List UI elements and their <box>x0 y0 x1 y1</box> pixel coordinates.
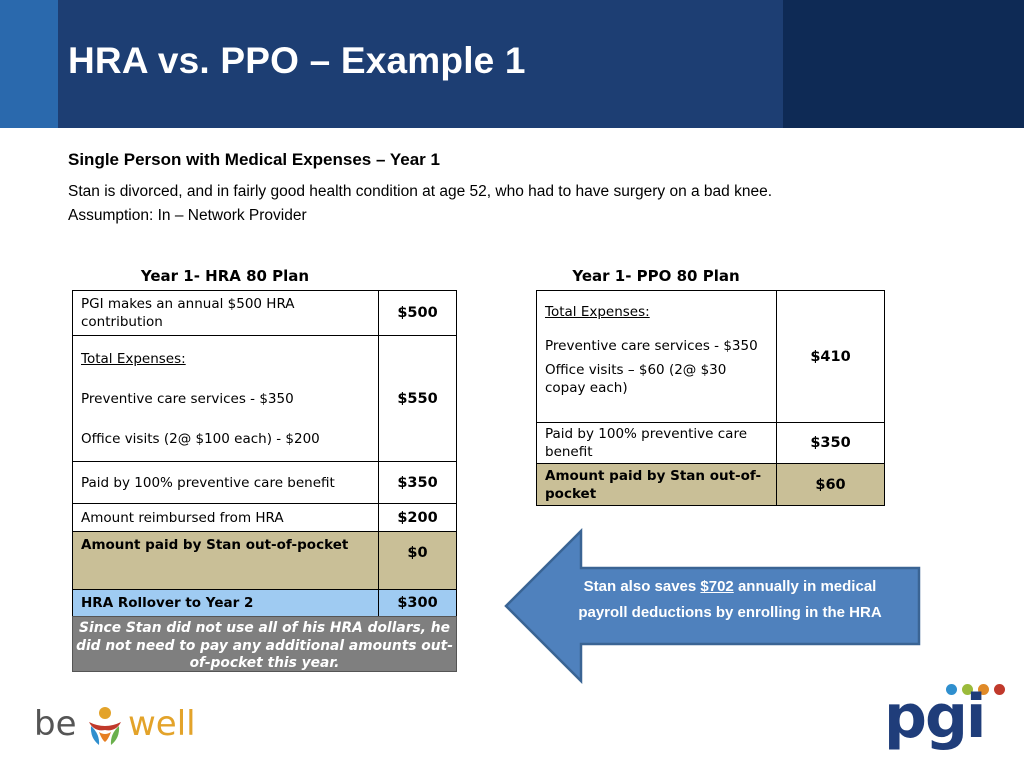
table-row <box>73 532 457 590</box>
hra-table-caption: Year 1- HRA 80 Plan <box>140 267 310 285</box>
slide-title: HRA vs. PPO – Example 1 <box>68 40 526 81</box>
table-row <box>73 590 457 617</box>
ppo-total-value: $410 <box>777 291 885 423</box>
hra-oop-label: Amount paid by Stan out-of-pocket <box>73 532 379 590</box>
header-band <box>0 0 1024 128</box>
hra-note: Since Stan did not use all of his HRA dollars, he did not need to pay any additional amounts out-of-pocket this year. <box>72 616 457 672</box>
be-well-logo-well: well <box>128 704 196 744</box>
section-subtitle: Single Person with Medical Expenses – Year 1 <box>68 150 440 169</box>
hra-office-label: Office visits (2@ $100 each) - $200 <box>81 430 320 447</box>
hra-contribution-label: PGI makes an annual $500 HRA contribution <box>73 291 379 336</box>
ppo-oop-value: $60 <box>777 464 885 506</box>
pgi-logo-text: pgi <box>884 682 985 752</box>
ppo-paid-value: $350 <box>777 423 885 464</box>
hra-paid-value: $350 <box>379 462 457 504</box>
ppo-paid-label: Paid by 100% preventive care benefit <box>537 423 777 464</box>
ppo-total-expenses-cell <box>537 291 777 423</box>
table-row <box>537 464 885 506</box>
ppo-total-label: Total Expenses: <box>545 304 650 320</box>
hra-total-label: Total Expenses: <box>81 350 186 367</box>
ppo-preventive-label: Preventive care services - $350 <box>545 338 758 354</box>
be-well-logo-be: be <box>34 704 77 744</box>
table-row <box>73 291 457 336</box>
table-row <box>537 423 885 464</box>
header-right-accent <box>783 0 1024 128</box>
section-description <box>68 180 772 228</box>
hra-preventive-label: Preventive care services - $350 <box>81 390 294 407</box>
table-row <box>73 462 457 504</box>
table-row <box>73 336 457 462</box>
hra-contribution-value: $500 <box>379 291 457 336</box>
header-left-accent <box>0 0 58 128</box>
hra-total-expenses-cell <box>73 336 379 462</box>
hra-reimbursed-label: Amount reimbursed from HRA <box>73 504 379 532</box>
pgi-logo <box>884 680 1010 760</box>
hra-rollover-value: $300 <box>379 590 457 617</box>
savings-amount: $702 <box>700 578 734 595</box>
savings-suffix: annually in medical payroll deductions by enrolling in the HRA <box>578 578 882 621</box>
hra-rollover-label: HRA Rollover to Year 2 <box>73 590 379 617</box>
ppo-table-caption: Year 1- PPO 80 Plan <box>572 267 740 285</box>
assumption-line: Assumption: In – Network Provider <box>68 207 307 224</box>
hra-plan-table <box>72 290 457 617</box>
savings-callout-text <box>565 574 895 626</box>
pgi-dot-red <box>994 684 1005 695</box>
hra-reimbursed-value: $200 <box>379 504 457 532</box>
table-row <box>537 291 885 423</box>
be-well-figure-icon <box>86 706 124 746</box>
hra-oop-value: $0 <box>379 532 457 590</box>
savings-prefix: Stan also saves <box>583 578 701 595</box>
description-line-1: Stan is divorced, and in fairly good health condition at age 52, who had to have surgery on a bad knee. <box>68 183 773 200</box>
hra-paid-label: Paid by 100% preventive care benefit <box>73 462 379 504</box>
ppo-plan-table <box>536 290 885 506</box>
ppo-office-label: Office visits – $60 (2@ $30 copay each) <box>545 362 727 396</box>
hra-total-value: $550 <box>379 336 457 462</box>
be-well-logo <box>34 704 204 748</box>
ppo-oop-label: Amount paid by Stan out-of-pocket <box>537 464 777 506</box>
table-row <box>73 504 457 532</box>
